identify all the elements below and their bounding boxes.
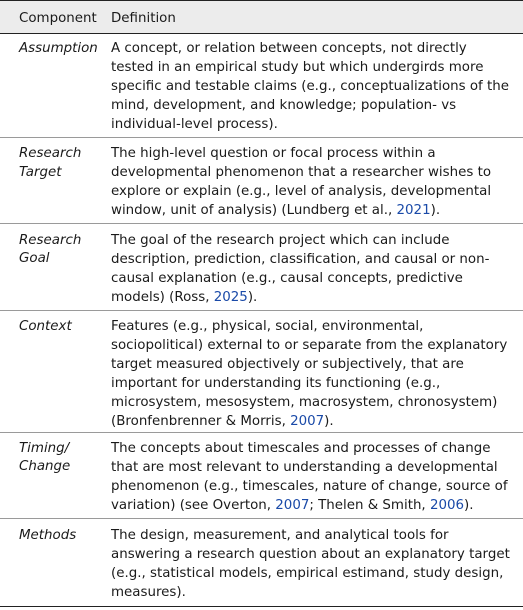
citation-link[interactable]: 2021 — [396, 203, 431, 218]
definition-text: The goal of the research project which can include description, prediction, classification, and causal or non- causal explanation (e.g., causal concepts, predictive models) (Ross, 2025). — [111, 233, 490, 305]
component-label: Timing/ — [19, 441, 70, 456]
component-label: Research — [19, 233, 82, 248]
component-label: Change — [19, 459, 71, 474]
definition-text: The high-level question or focal process within a developmental phenomenon that a researcher wishes to explore or explain (e.g., level of analysis, developmental window, unit of analysis) (Lundberg et al., 2021). — [111, 146, 492, 218]
table-row — [0, 138, 523, 224]
component-label: Assumption — [19, 41, 98, 56]
table-row — [0, 224, 523, 311]
table-row — [0, 311, 523, 433]
table-row — [0, 519, 523, 607]
component-label: Research — [19, 146, 82, 161]
citation-link[interactable]: 2007 — [275, 498, 310, 513]
citation-link[interactable]: 2007 — [290, 414, 325, 429]
definition-text: The concepts about timescales and processes of change that are most relevant to understanding a developmental phenomenon (e.g., timescales, nature of change, source of variation) (see Overton, 2007; Thelen & Smith, 2006). — [111, 441, 508, 513]
component-label: Target — [19, 165, 62, 180]
citation-link[interactable]: 2006 — [429, 498, 465, 513]
component-label: Context — [19, 319, 72, 334]
table-row — [0, 433, 523, 519]
header-component: Component — [19, 11, 97, 26]
citation-link[interactable]: 2025 — [213, 290, 248, 305]
definition-text: Features (e.g., physical, social, environmental, sociopolitical) external to or separate from the explanatory target measured objectively or subjectively, that are important for understanding its functioning (e.g., microsystem, mesosystem, macrosystem, chronosystem) (Bronfenbrenner & Morris, 2007). — [111, 319, 508, 429]
table-row — [0, 34, 523, 138]
component-label: Methods — [19, 528, 77, 543]
definition-text: A concept, or relation between concepts, not directly tested in an empirical study but which undergirds more specific and testable claims (e.g., conceptualizations of the mind, development, and knowledge; population- vs individual-level process). — [111, 41, 509, 132]
component-label: Goal — [19, 251, 50, 266]
header-definition: Definition — [111, 11, 176, 26]
table-header — [0, 0, 523, 34]
definition-text: The design, measurement, and analytical tools for answering a research question about an explanatory target (e.g., statistical models, empirical estimand, study design, measures). — [111, 528, 510, 600]
